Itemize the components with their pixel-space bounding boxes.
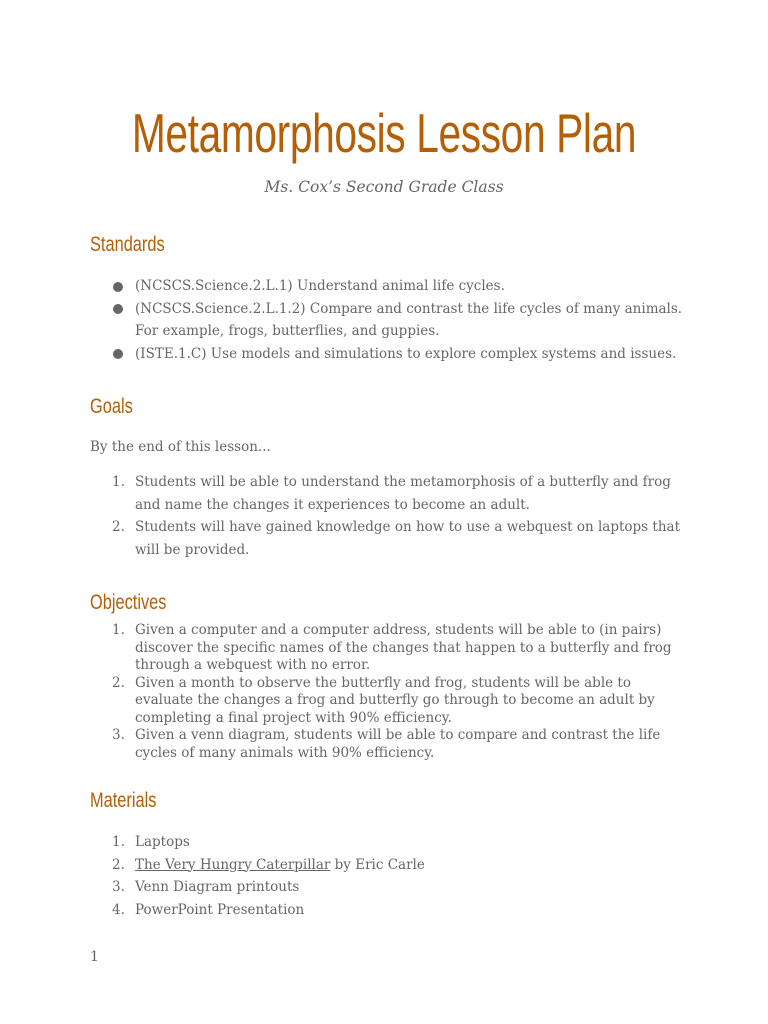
book-title-link[interactable]: The Very Hungry Caterpillar <box>135 856 331 873</box>
page-number: 1 <box>90 949 99 965</box>
list-item: 2. Students will have gained knowledge on how to use a webquest on laptops that will be provided. <box>112 519 680 558</box>
list-item: 2. The Very Hungry Caterpillar by Eric Carle <box>112 856 425 873</box>
goals-intro: By the end of this lesson... <box>90 439 271 455</box>
list-item: 4. PowerPoint Presentation <box>112 901 305 918</box>
page-subtitle: Ms. Cox’s Second Grade Class <box>264 178 504 196</box>
list-item: 1. Students will be able to understand the metamorphosis of a butterfly and frog and name the changes it experiences to become an adult. <box>112 474 671 513</box>
list-item: 1. Given a computer and a computer address, students will be able to (in pairs) discover the specific names of the changes that happen to a butterfly and frog through a webquest with no error. <box>112 622 672 673</box>
materials-heading: Materials <box>90 789 157 812</box>
objectives-list <box>90 622 690 762</box>
goals-heading: Goals <box>90 395 133 418</box>
page-title: Metamorphosis Lesson Plan <box>131 102 637 164</box>
standards-heading: Standards <box>90 233 165 256</box>
standards-list <box>90 275 690 365</box>
bullet-icon <box>113 349 123 359</box>
list-item: 1. Laptops <box>112 834 190 850</box>
list-item: (ISTE.1.C) Use models and simulations to explore complex systems and issues. <box>90 343 690 366</box>
bullet-icon <box>113 304 123 314</box>
list-item: (NCSCS.Science.2.L.1.2) Compare and contrast the life cycles of many animals. For example, frogs, butterflies, and guppies. <box>90 298 690 343</box>
list-item: 2. Given a month to observe the butterfly and frog, students will be able to evaluate the changes a frog and butterfly go through to become an adult by completing a final project with 90% efficiency. <box>112 674 655 726</box>
bullet-icon <box>113 282 123 292</box>
list-item: (NCSCS.Science.2.L.1) Understand animal life cycles. <box>90 275 690 298</box>
goals-list <box>90 471 690 561</box>
materials-list <box>90 831 690 921</box>
objectives-heading: Objectives <box>90 591 167 614</box>
list-item: 3. Venn Diagram printouts <box>112 879 300 895</box>
list-item: 3. Given a venn diagram, students will be able to compare and contrast the life cycles of many animals with 90% efficiency. <box>112 727 661 761</box>
